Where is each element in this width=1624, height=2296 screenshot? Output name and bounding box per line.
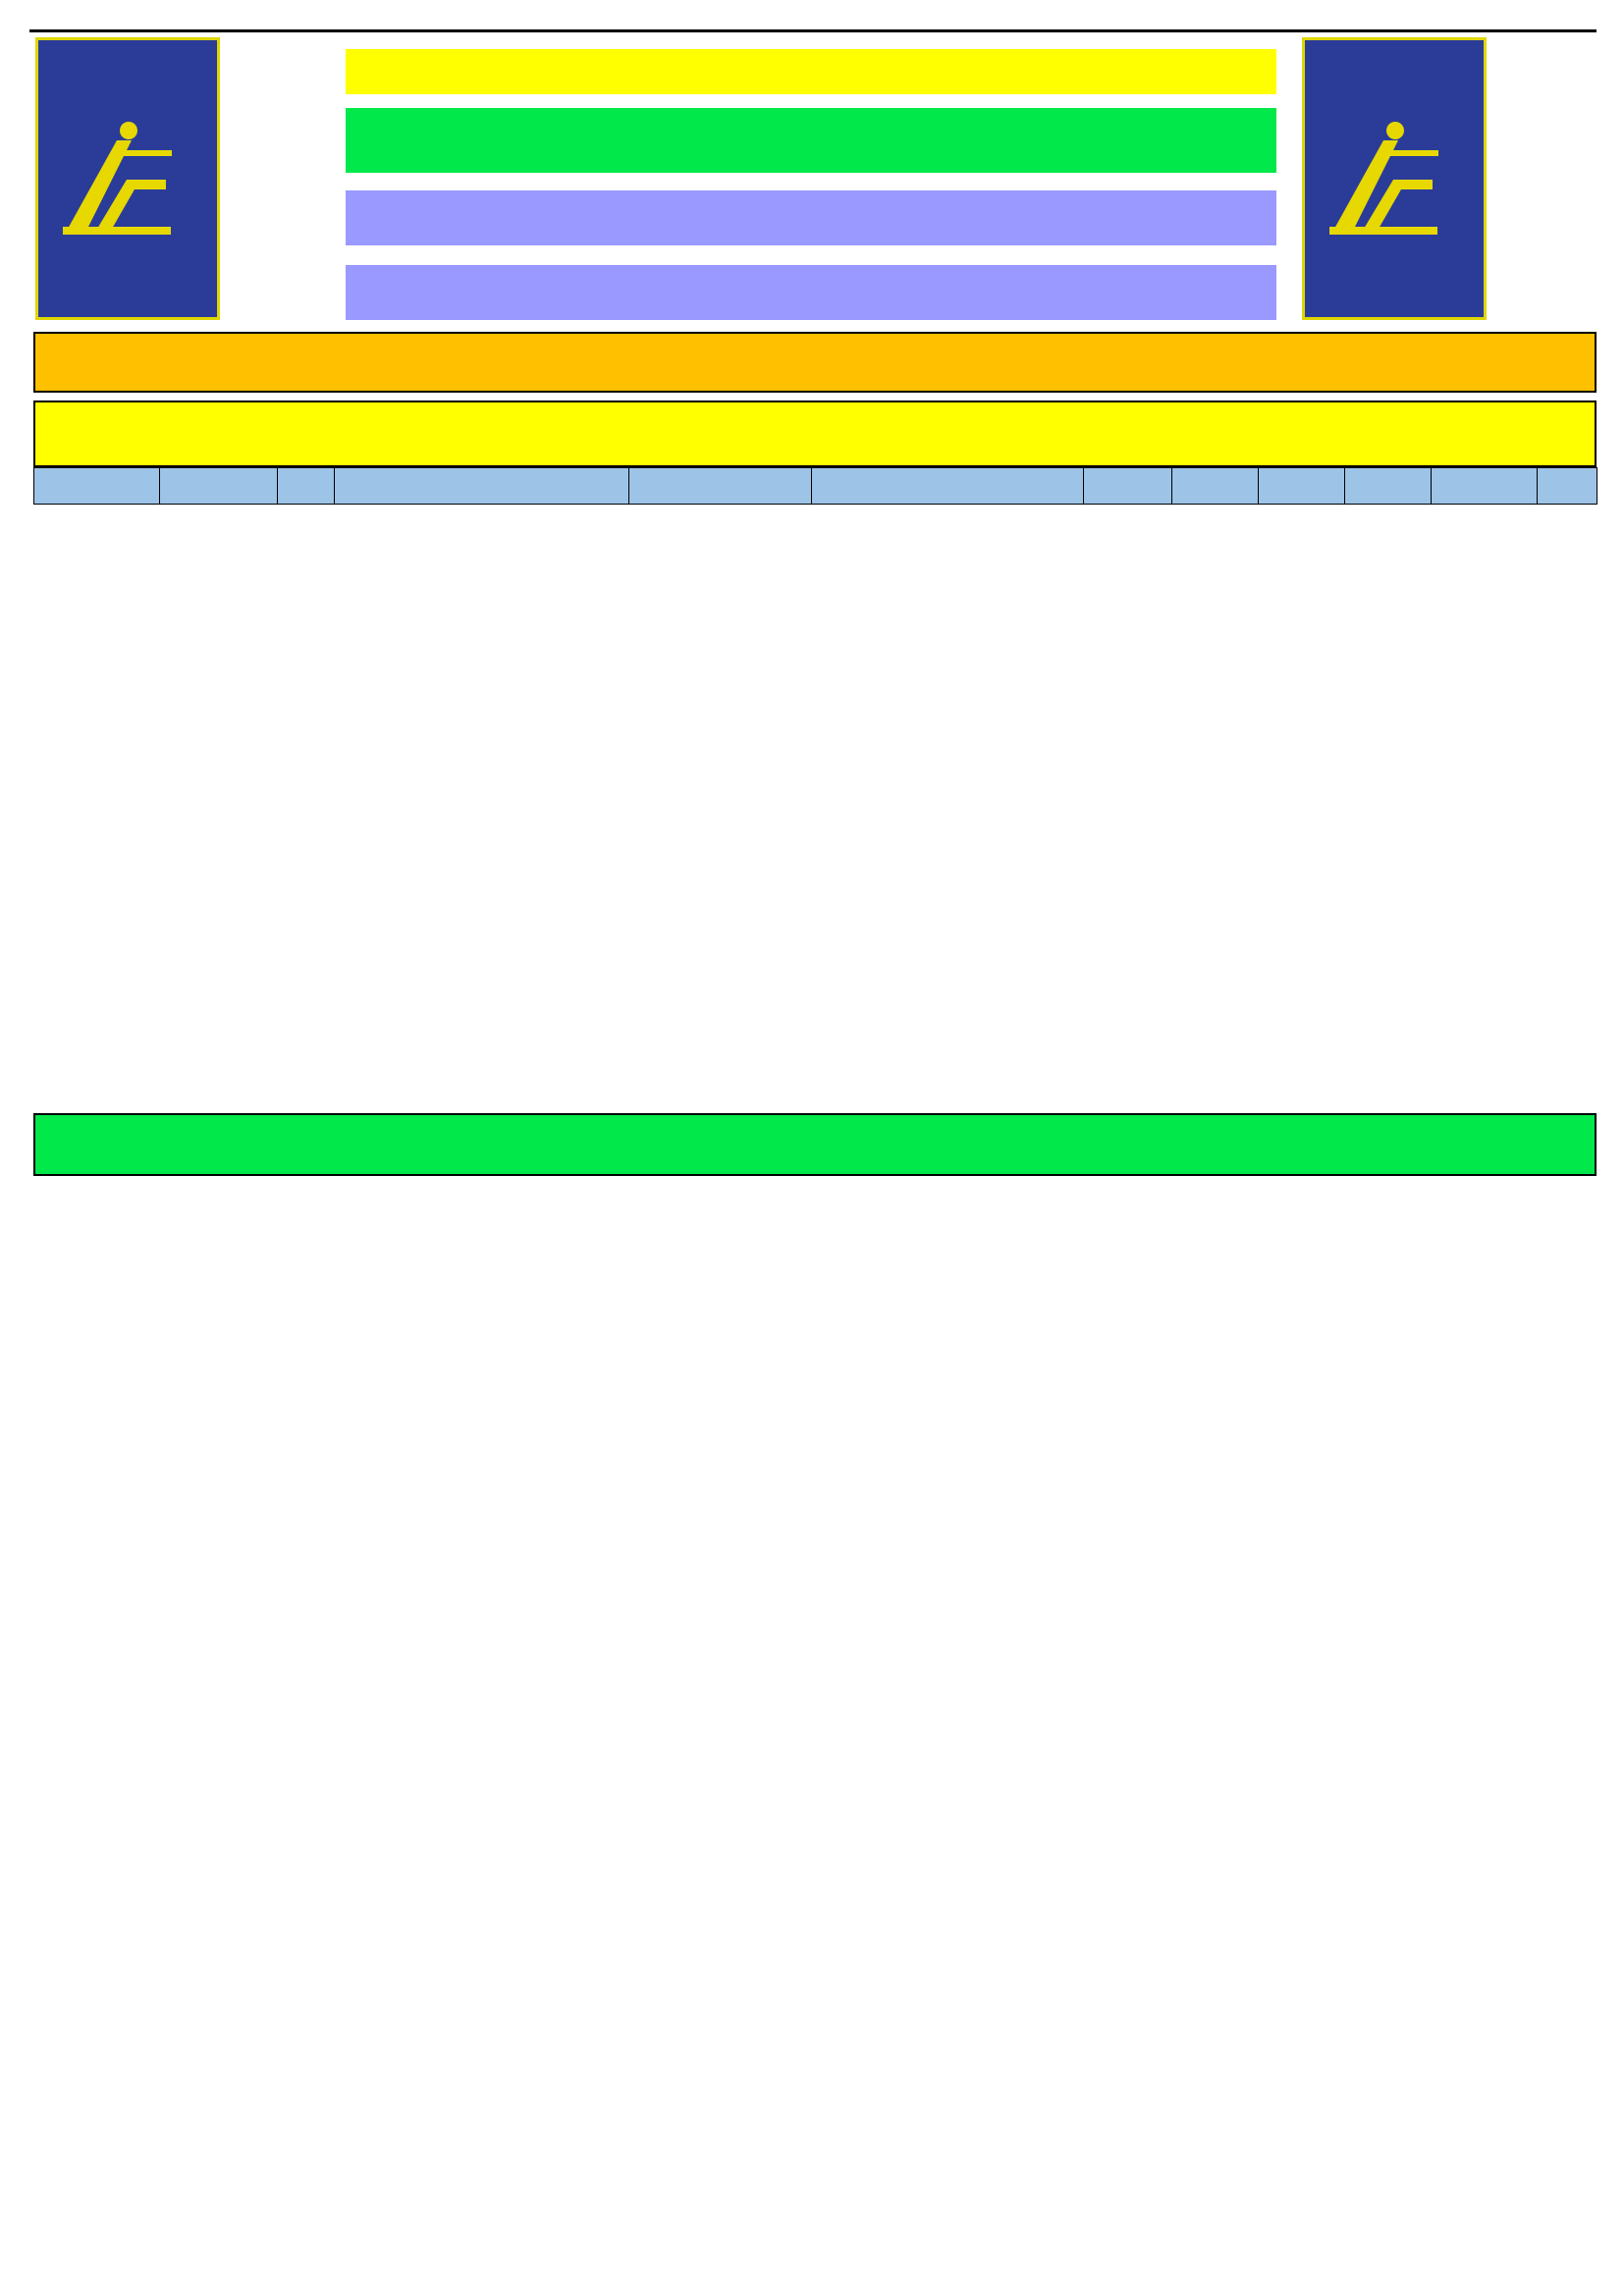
section-title-carabine — [33, 1113, 1597, 1176]
club-logo-left — [35, 37, 220, 320]
column-header-club — [812, 468, 1084, 505]
column-header-licence — [629, 468, 812, 505]
challenge-banner — [346, 108, 1276, 173]
shooter-icon — [1325, 111, 1442, 248]
results-title — [33, 332, 1597, 393]
top-rule — [29, 29, 1597, 32]
tour-banner — [346, 190, 1276, 245]
section-title-pistolet — [33, 400, 1597, 467]
column-header-s2 — [1172, 468, 1259, 505]
column-header-type — [34, 468, 160, 505]
column-header-blank — [1538, 468, 1597, 505]
club-logo-right — [1302, 37, 1487, 320]
column-header-nom — [335, 468, 629, 505]
column-header-s1 — [1084, 468, 1172, 505]
column-header-categorie — [160, 468, 278, 505]
table-header-row — [34, 468, 1597, 505]
season-banner — [346, 49, 1276, 94]
dates-banner — [346, 265, 1276, 320]
column-header-s4 — [1345, 468, 1432, 505]
column-header-rang — [278, 468, 335, 505]
column-header-total — [1432, 468, 1538, 505]
column-header-s3 — [1259, 468, 1345, 505]
shooter-icon — [58, 111, 176, 248]
results-table-pistolet — [33, 467, 1597, 505]
